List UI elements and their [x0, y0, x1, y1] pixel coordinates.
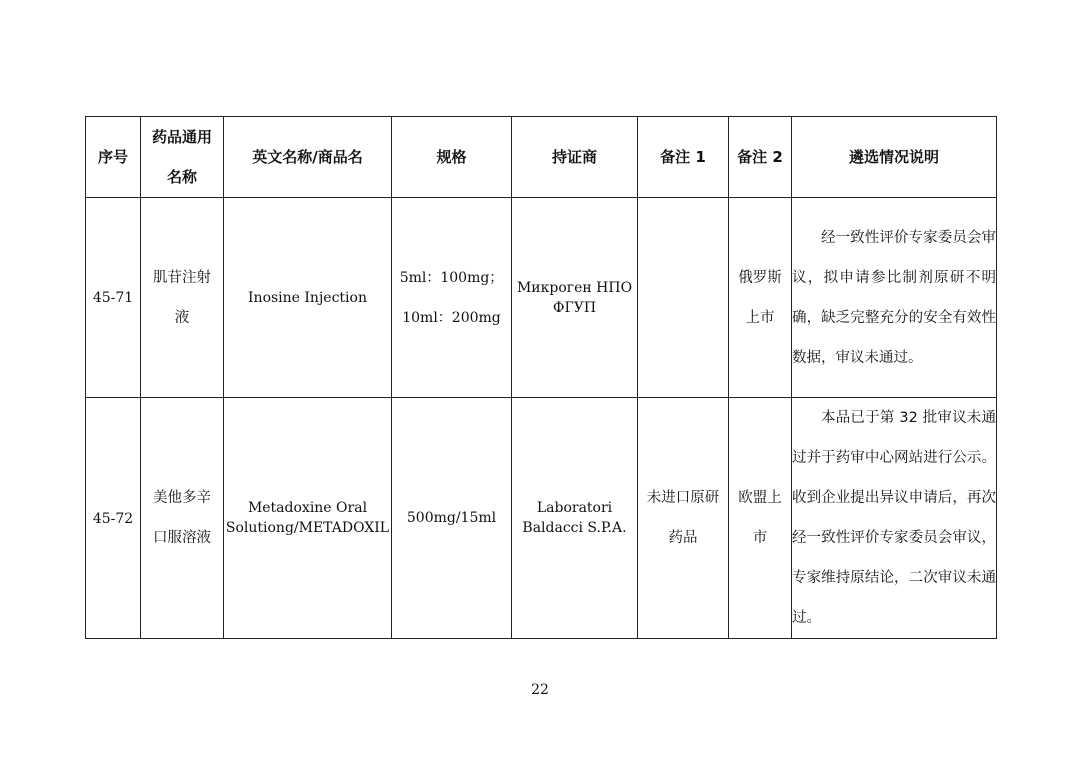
page-number: 22	[531, 682, 549, 698]
table-row	[86, 398, 997, 639]
header-remark-1: 备注 1	[638, 117, 729, 198]
drug-selection-table	[85, 116, 997, 639]
cell-specification: 500mg/15ml	[392, 398, 512, 639]
cell-selection-description: 经一致性评价专家委员会审议，拟申请参比制剂原研不明确，缺乏完整充分的安全有效性数据，审议未通过。	[792, 198, 997, 398]
header-remark-2: 备注 2	[729, 117, 792, 198]
cell-license-holder: Микроген НПО ФГУП	[512, 198, 638, 398]
header-serial-number: 序号	[86, 117, 141, 198]
header-selection-description: 遴选情况说明	[792, 117, 997, 198]
cell-remark-1	[638, 198, 729, 398]
header-generic-name: 药品通用 名称	[141, 117, 224, 198]
cell-serial-number: 45-71	[86, 198, 141, 398]
table-row	[86, 198, 997, 398]
header-english-name: 英文名称/商品名	[224, 117, 392, 198]
cell-generic-name: 肌苷注射 液	[141, 198, 224, 398]
header-license-holder: 持证商	[512, 117, 638, 198]
cell-english-name: Metadoxine Oral Solutiong/METADOXIL	[224, 398, 392, 639]
cell-remark-2: 俄罗斯 上市	[729, 198, 792, 398]
cell-license-holder: Laboratori Baldacci S.P.A.	[512, 398, 638, 639]
cell-serial-number: 45-72	[86, 398, 141, 639]
cell-english-name: Inosine Injection	[224, 198, 392, 398]
cell-specification: 5ml：100mg； 10ml：200mg	[392, 198, 512, 398]
cell-remark-1: 未进口原研 药品	[638, 398, 729, 639]
table-header-row	[86, 117, 997, 198]
header-specification: 规格	[392, 117, 512, 198]
cell-selection-description: 本品已于第 32 批审议未通过并于药审中心网站进行公示。收到企业提出异议申请后，再次经一致性评价专家委员会审议，专家维持原结论，二次审议未通过。	[792, 398, 997, 639]
cell-generic-name: 美他多辛 口服溶液	[141, 398, 224, 639]
cell-remark-2: 欧盟上 市	[729, 398, 792, 639]
